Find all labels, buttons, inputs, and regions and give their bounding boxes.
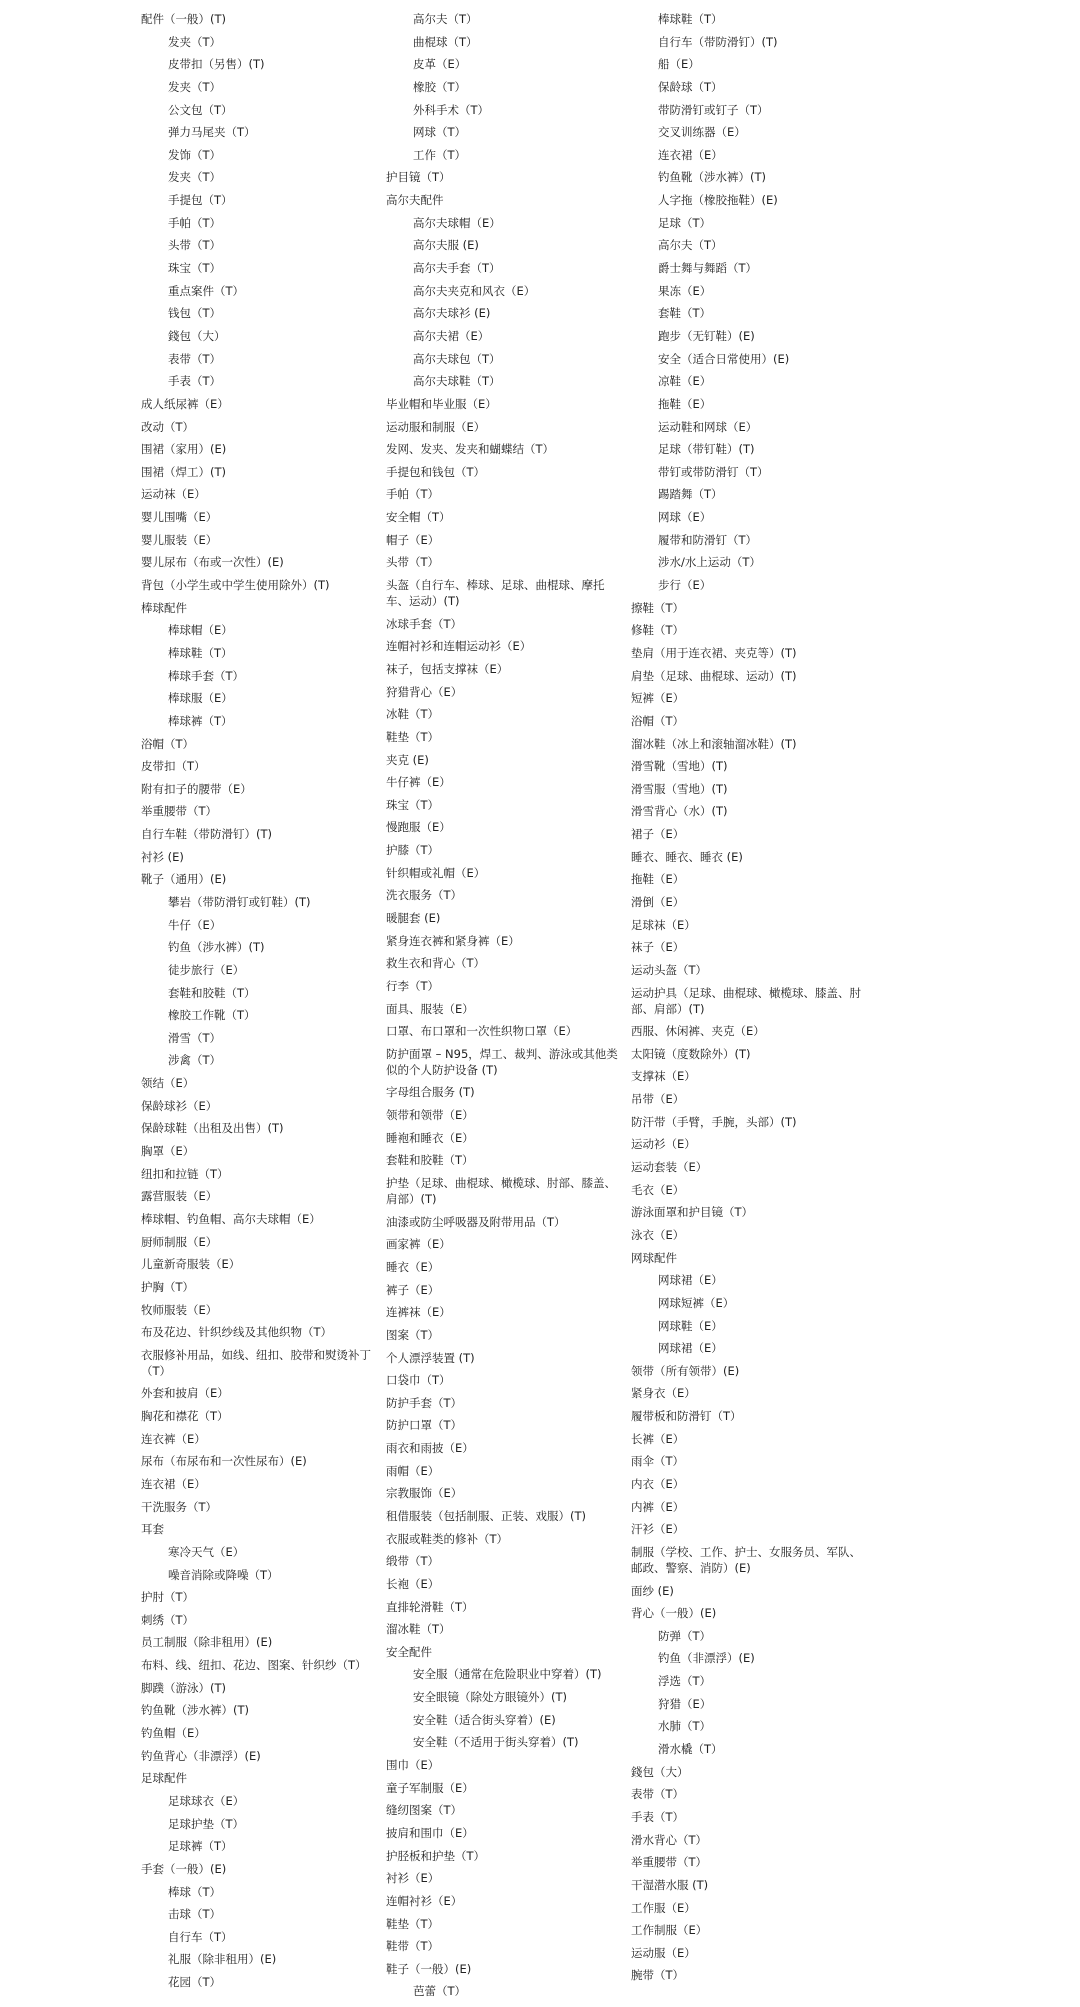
- list-subitem: 弹力马尾夹（T）: [168, 125, 256, 140]
- list-subitem: 高尔夫夹克和风衣（E）: [413, 283, 536, 298]
- list-subitem: 网球（T）: [413, 125, 467, 140]
- list-item: 面纱 (E): [631, 1583, 674, 1598]
- list-item: 连衣裙（E）: [141, 1477, 206, 1491]
- list-item: 举重腰带（T）: [631, 1855, 708, 1870]
- list-item: 披肩和围巾（E）: [386, 1825, 474, 1840]
- list-item: 改动（T）: [141, 419, 195, 434]
- column-3: [631, 11, 863, 1990]
- list-item: 婴儿围嘴（E）: [141, 510, 218, 525]
- list-item: 发网、发夹、发夹和蝴蝶结（T）: [386, 442, 555, 457]
- list-item: 干湿潜水服 (T): [631, 1877, 709, 1892]
- list-item: 护肘（T）: [141, 1590, 195, 1605]
- list-item: 鞋子（一般）(E): [386, 1961, 472, 1976]
- list-item: 套鞋和胶鞋（T）: [386, 1153, 474, 1168]
- list-subitem: 拖鞋（E）: [658, 396, 712, 411]
- list-subitem: 发夹（T）: [168, 170, 222, 185]
- list-item: 手提包和钱包（T）: [386, 464, 486, 479]
- list-item: 缎带（T）: [386, 1554, 440, 1569]
- list-item: 成人纸尿裤（E）: [141, 396, 229, 411]
- list-item: 员工制服（除非租用）(E): [141, 1635, 273, 1650]
- list-item: 衣服修补用品，如线、纽扣、胶带和熨烫补丁（T）: [141, 1347, 371, 1378]
- list-item: 运动衫（E）: [631, 1137, 696, 1152]
- list-item: 面具、服装（E）: [386, 1001, 474, 1016]
- list-subitem: 网球裙（E）: [658, 1341, 723, 1356]
- list-item: 背包（小学生或中学生使用除外）(T): [141, 578, 330, 593]
- list-item: 钓鱼帽（E）: [141, 1726, 206, 1741]
- list-item: 雨伞（T）: [631, 1454, 685, 1469]
- list-subitem: 足球护垫（T）: [168, 1816, 245, 1831]
- list-subitem: 击球（T）: [168, 1907, 222, 1922]
- list-item: 胸罩（E）: [141, 1144, 195, 1159]
- list-item: 背心（一般）(E): [631, 1606, 717, 1621]
- list-item: 领带（所有领带）(E): [631, 1363, 740, 1378]
- list-item: 珠宝（T）: [386, 797, 440, 812]
- list-item: 浴帽（T）: [141, 736, 195, 751]
- list-subitem: 发饰（T）: [168, 147, 222, 162]
- list-item: 护目镜（T）: [386, 170, 451, 185]
- list-item: 紧身连衣裤和紧身裤（E）: [386, 933, 520, 948]
- list-item: 自行车鞋（带防滑钉）(T): [141, 827, 272, 842]
- list-item: 冰球手套（T）: [386, 616, 463, 631]
- list-item: 毕业帽和毕业服（E）: [386, 396, 497, 411]
- list-subitem: 滑雪（T）: [168, 1030, 222, 1045]
- list-item: 衬衫 (E): [141, 849, 184, 864]
- list-subitem: 牛仔（E）: [168, 917, 222, 932]
- list-item: 外套和披肩（E）: [141, 1386, 229, 1401]
- list-item: 安全配件: [386, 1644, 432, 1659]
- list-item: 个人漂浮装置 (T): [386, 1350, 475, 1365]
- list-item: 围巾（E）: [386, 1758, 440, 1773]
- list-subitem: 网球（E）: [658, 510, 712, 525]
- list-subitem: 钓鱼靴（涉水裤）(T): [658, 170, 766, 185]
- list-item: 头带（T）: [386, 555, 440, 570]
- list-item: 袜子，包括支撑袜（E）: [386, 661, 509, 676]
- list-subitem: 工作（T）: [413, 147, 467, 162]
- list-subitem: 棒球（T）: [168, 1884, 222, 1899]
- list-item: 连帽衬衫（E）: [386, 1893, 463, 1908]
- list-item: 皮带扣（T）: [141, 759, 206, 774]
- list-item: 西服、休闲裤、夹克（E）: [631, 1024, 765, 1039]
- list-subitem: 安全鞋（适合街头穿着）(E): [413, 1712, 556, 1727]
- list-subitem: 带钉或带防滑钉（T）: [658, 464, 769, 479]
- list-subitem: 头带（T）: [168, 238, 222, 253]
- list-subitem: 自行车（T）: [168, 1929, 233, 1944]
- list-item: 围裙（焊工）(T): [141, 464, 226, 479]
- list-subitem: 保龄球（T）: [658, 79, 723, 94]
- list-item: 睡衣（E）: [386, 1259, 440, 1274]
- list-item: 连帽衬衫和连帽运动衫（E）: [386, 639, 532, 654]
- list-subitem: 船（E）: [658, 57, 700, 72]
- list-item: 尿布（布尿布和一次性尿布）(E): [141, 1454, 307, 1469]
- list-item: 救生衣和背心（T）: [386, 956, 486, 971]
- list-subitem: 网球短裤（E）: [658, 1295, 735, 1310]
- list-subitem: 棒球手套（T）: [168, 668, 245, 683]
- list-subitem: 钓鱼（涉水裤）(T): [168, 940, 265, 955]
- list-item: 钓鱼背心（非漂浮）(E): [141, 1748, 261, 1763]
- list-subitem: 花园（T）: [168, 1975, 222, 1990]
- list-subitem: 攀岩（带防滑钉或钉鞋）(T): [168, 894, 311, 909]
- list-item: 长裤（E）: [631, 1431, 685, 1446]
- list-item: 滑倒（E）: [631, 894, 685, 909]
- list-subitem: 人字拖（橡胶拖鞋）(E): [658, 193, 778, 208]
- list-item: 运动护具（足球、曲棍球、橄榄球、膝盖、肘部、肩部）(T): [631, 985, 861, 1016]
- list-subitem: 橡胶工作靴（T）: [168, 1008, 256, 1023]
- list-subitem: 高尔夫（T）: [658, 238, 723, 253]
- list-subitem: 寒冷天气（E）: [168, 1544, 245, 1559]
- list-item: 滑雪背心（水）(T): [631, 804, 728, 819]
- list-item: 棒球配件: [141, 600, 187, 615]
- list-subitem: 涉水/水上运动（T）: [658, 555, 761, 570]
- list-item: 儿童新奇服装（E）: [141, 1257, 241, 1272]
- list-item: 工作制服（E）: [631, 1923, 708, 1938]
- list-item: 靴子（通用）(E): [141, 872, 227, 887]
- list-subitem: 外科手术（T）: [413, 102, 490, 117]
- list-item: 长袍（E）: [386, 1576, 440, 1591]
- list-item: 衣服或鞋类的修补（T）: [386, 1531, 509, 1546]
- list-item: 头盔（自行车、棒球、足球、曲棍球、摩托车、运动）(T): [386, 578, 605, 609]
- list-item: 口袋巾（T）: [386, 1373, 451, 1388]
- list-item: 脚蹼（游泳）(T): [141, 1680, 226, 1695]
- list-item: 画家裤（E）: [386, 1237, 451, 1252]
- list-subitem: 安全（适合日常使用）(E): [658, 351, 790, 366]
- list-item: 鞋垫（T）: [386, 1916, 440, 1931]
- list-item: 修鞋（T）: [631, 623, 685, 638]
- list-item: 保龄球衫（E）: [141, 1098, 218, 1113]
- list-subitem: 曲棍球（T）: [413, 34, 478, 49]
- list-subitem: 足球（T）: [658, 215, 712, 230]
- list-item: 鞋带（T）: [386, 1939, 440, 1954]
- list-subitem: 棒球鞋（T）: [658, 12, 723, 26]
- list-subitem: 手帕（T）: [168, 215, 222, 230]
- list-subitem: 高尔夫球帽（E）: [413, 215, 501, 230]
- list-subitem: 钱包（T）: [168, 306, 222, 321]
- list-subitem: 高尔夫（T）: [413, 12, 478, 26]
- list-item: 溜冰鞋（T）: [386, 1622, 451, 1637]
- list-item: 运动服（E）: [631, 1945, 696, 1960]
- list-subitem: 水肺（T）: [658, 1719, 712, 1734]
- list-subitem: 套鞋（T）: [658, 306, 712, 321]
- list-item: 护胸（T）: [141, 1279, 195, 1294]
- list-subitem: 网球鞋（E）: [658, 1318, 723, 1333]
- list-item: 溜冰鞋（冰上和滚轴溜冰鞋）(T): [631, 736, 797, 751]
- list-item: 表带（T）: [631, 1787, 685, 1802]
- list-item: 连衣裤（E）: [141, 1431, 206, 1446]
- list-item: 慢跑服（E）: [386, 820, 451, 835]
- list-subitem: 高尔夫裙（E）: [413, 328, 490, 343]
- list-item: 防汗带（手臂，手腕，头部）(T): [631, 1114, 797, 1129]
- list-subitem: 礼服（除非租用）(E): [168, 1952, 277, 1967]
- list-item: 洗衣服务（T）: [386, 888, 463, 903]
- list-item: 字母组合服务 (T): [386, 1085, 475, 1100]
- list-item: 安全帽（T）: [386, 510, 451, 525]
- list-item: 夹克 (E): [386, 752, 429, 767]
- list-item: 宗教服饰（E）: [386, 1486, 463, 1501]
- list-subitem: 手表（T）: [168, 374, 222, 389]
- list-item: 泳衣（E）: [631, 1227, 685, 1242]
- list-item: 吊带（E）: [631, 1092, 685, 1107]
- list-item: 领带和领带（E）: [386, 1108, 474, 1123]
- list-item: 汗衫（E）: [631, 1522, 685, 1537]
- list-subitem: 套鞋和胶鞋（T）: [168, 985, 256, 1000]
- list-subitem: 狩猎（E）: [658, 1696, 712, 1711]
- list-subitem: 踢踏舞（T）: [658, 487, 723, 502]
- list-item: 童子军制服（E）: [386, 1780, 474, 1795]
- list-item: 运动头盔（T）: [631, 962, 708, 977]
- list-subitem: 足球（带钉鞋）(T): [658, 442, 755, 457]
- list-subitem: 交叉训练器（E）: [658, 125, 746, 140]
- list-item: 行李（T）: [386, 978, 440, 993]
- list-subitem: 噪音消除或降噪（T）: [168, 1567, 279, 1582]
- list-item: 暖腿套 (E): [386, 910, 441, 925]
- list-item: 钓鱼靴（涉水裤）(T): [141, 1703, 249, 1718]
- list-item: 袜子（E）: [631, 940, 685, 955]
- list-subitem: 发夹（T）: [168, 79, 222, 94]
- list-subitem: 高尔夫手套（T）: [413, 261, 501, 276]
- list-item: 运动套装（E）: [631, 1160, 708, 1175]
- list-item: 护胫板和护垫（T）: [386, 1848, 486, 1863]
- list-item: 布料、线、纽扣、花边、图案、针织纱（T）: [141, 1658, 367, 1673]
- list-item: 油漆或防尘呼吸器及附带用品（T）: [386, 1214, 566, 1229]
- list-item: 衬衫（E）: [386, 1871, 440, 1886]
- list-item: 露营服装（E）: [141, 1189, 218, 1204]
- list-item: 牛仔裤（E）: [386, 775, 451, 790]
- list-subitem: 皮革（E）: [413, 57, 467, 72]
- list-subitem: 芭蕾（T）: [413, 1984, 467, 1999]
- list-subitem: 徒步旅行（E）: [168, 962, 245, 977]
- list-subitem: 发夹（T）: [168, 34, 222, 49]
- list-subitem: 安全鞋（不适用于街头穿着）(T): [413, 1735, 579, 1750]
- list-item: 裤子（E）: [386, 1282, 440, 1297]
- list-item: 睡衣、睡衣、睡衣 (E): [631, 849, 743, 864]
- list-item: 厨师制服（E）: [141, 1234, 218, 1249]
- list-item: 睡袍和睡衣（E）: [386, 1130, 474, 1145]
- list-item: 棒球帽、钓鱼帽、高尔夫球帽（E）: [141, 1211, 321, 1226]
- list-item: 拖鞋（E）: [631, 872, 685, 887]
- list-item: 网球配件: [631, 1250, 677, 1265]
- list-item: 游泳面罩和护目镜（T）: [631, 1205, 754, 1220]
- list-item: 针织帽或礼帽（E）: [386, 865, 486, 880]
- list-subitem: 连衣裙（E）: [658, 147, 723, 162]
- list-item: 防护面罩 – N95，焊工、裁判、游泳或其他类似的个人防护设备 (T): [386, 1046, 618, 1077]
- column-2: [386, 11, 618, 2006]
- list-subitem: 棒球鞋（T）: [168, 645, 233, 660]
- list-item: 耳套: [141, 1522, 164, 1537]
- list-item: 干洗服务（T）: [141, 1499, 218, 1514]
- list-item: 手套（一般）(E): [141, 1861, 227, 1876]
- list-item: 内裤（E）: [631, 1499, 685, 1514]
- list-subitem: 果冻（E）: [658, 283, 712, 298]
- list-subitem: 棒球裤（T）: [168, 713, 233, 728]
- list-item: 胸花和襟花（T）: [141, 1409, 229, 1424]
- list-item: 垫肩（用于连衣裙、夹克等）(T): [631, 645, 797, 660]
- list-subitem: 高尔夫球包（T）: [413, 351, 501, 366]
- list-subitem: 跑步（无钉鞋）(E): [658, 328, 755, 343]
- list-item: 足球袜（E）: [631, 917, 696, 932]
- list-subitem: 高尔夫球鞋（T）: [413, 374, 501, 389]
- list-subitem: 足球裤（T）: [168, 1839, 233, 1854]
- list-item: 连裤袜（E）: [386, 1305, 451, 1320]
- list-item: 保龄球鞋（出租及出售）(T): [141, 1121, 284, 1136]
- list-subitem: 涉禽（T）: [168, 1053, 222, 1068]
- list-item: 浴帽（T）: [631, 713, 685, 728]
- list-item: 雨衣和雨披（E）: [386, 1441, 474, 1456]
- list-subitem: 棒球帽（E）: [168, 623, 233, 638]
- list-item: 直排轮滑鞋（T）: [386, 1599, 474, 1614]
- list-item: 滑水背心（T）: [631, 1832, 708, 1847]
- list-item: 滑雪服（雪地）(T): [631, 781, 728, 796]
- list-item: 刺绣（T）: [141, 1612, 195, 1627]
- list-item: 护垫（足球、曲棍球、橄榄球、肘部、膝盖、肩部）(T): [386, 1176, 616, 1207]
- list-subitem: 棒球服（E）: [168, 691, 233, 706]
- list-item: 擦鞋（T）: [631, 600, 685, 615]
- list-subitem: 橡胶（T）: [413, 79, 467, 94]
- list-subitem: 运动鞋和网球（E）: [658, 419, 758, 434]
- list-item: 冰鞋（T）: [386, 707, 440, 722]
- list-item: 手表（T）: [631, 1809, 685, 1824]
- list-subitem: 浮选（T）: [658, 1674, 712, 1689]
- list-item: 裙子（E）: [631, 827, 685, 842]
- list-item: 图案（T）: [386, 1327, 440, 1342]
- list-item: 防护口罩（T）: [386, 1418, 463, 1433]
- list-item: 高尔夫配件: [386, 193, 444, 208]
- list-item: 配件（一般）(T): [141, 12, 226, 26]
- list-item: 缝纫图案（T）: [386, 1803, 463, 1818]
- list-subitem: 錢包（大）: [168, 328, 226, 343]
- list-item: 履带板和防滑钉（T）: [631, 1409, 742, 1424]
- list-item: 毛衣（E）: [631, 1182, 685, 1197]
- list-item: 雨帽（E）: [386, 1463, 440, 1478]
- list-subitem: 公文包（T）: [168, 102, 233, 117]
- list-item: 纽扣和拉链（T）: [141, 1166, 229, 1181]
- list-subitem: 步行（E）: [658, 578, 712, 593]
- list-subitem: 网球裙（E）: [658, 1273, 723, 1288]
- list-item: 围裙（家用）(E): [141, 442, 227, 457]
- list-subitem: 皮带扣（另售）(T): [168, 57, 265, 72]
- list-subitem: 自行车（带防滑钉）(T): [658, 34, 778, 49]
- list-subitem: 安全服（通常在危险职业中穿着）(T): [413, 1667, 602, 1682]
- list-item: 制服（学校、工作、护士、女服务员、军队、邮政、警察、消防）(E): [631, 1544, 861, 1575]
- list-item: 防护手套（T）: [386, 1395, 463, 1410]
- list-item: 工作服（E）: [631, 1900, 696, 1915]
- list-subitem: 表带（T）: [168, 351, 222, 366]
- list-item: 运动服和制服（E）: [386, 419, 486, 434]
- list-subitem: 足球球衣（E）: [168, 1793, 245, 1808]
- list-item: 支撑袜（E）: [631, 1069, 696, 1084]
- list-item: 肩垫（足球、曲棍球、运动）(T): [631, 668, 797, 683]
- list-subitem: 履带和防滑钉（T）: [658, 532, 758, 547]
- list-item: 运动袜（E）: [141, 487, 206, 502]
- list-item: 护膝（T）: [386, 843, 440, 858]
- list-item: 紧身衣（E）: [631, 1386, 696, 1401]
- list-item: 足球配件: [141, 1771, 187, 1786]
- list-subitem: 防弹（T）: [658, 1628, 712, 1643]
- list-subitem: 钓鱼（非漂浮）(E): [658, 1651, 755, 1666]
- list-subitem: 重点案件（T）: [168, 283, 245, 298]
- list-item: 太阳镜（度数除外）(T): [631, 1046, 751, 1061]
- list-item: 狩猎背心（E）: [386, 684, 463, 699]
- list-item: 手帕（T）: [386, 487, 440, 502]
- list-subitem: 凉鞋（E）: [658, 374, 712, 389]
- list-subitem: 高尔夫球衫 (E): [413, 306, 491, 321]
- list-item: 布及花边、针织纱线及其他织物（T）: [141, 1325, 333, 1340]
- list-item: 附有扣子的腰带（E）: [141, 781, 252, 796]
- list-item: 举重腰带（T）: [141, 804, 218, 819]
- list-item: 滑雪靴（雪地）(T): [631, 759, 728, 774]
- list-subitem: 滑水橇（T）: [658, 1742, 723, 1757]
- list-subitem: 爵士舞与舞蹈（T）: [658, 261, 758, 276]
- column-1: [141, 11, 373, 1997]
- list-item: 鞋垫（T）: [386, 729, 440, 744]
- list-item: 内衣（E）: [631, 1477, 685, 1491]
- list-item: 短裤（E）: [631, 691, 685, 706]
- list-item: 婴儿尿布（布或一次性）(E): [141, 555, 284, 570]
- list-subitem: 带防滑钉或钉子（T）: [658, 102, 769, 117]
- list-subitem: 珠宝（T）: [168, 261, 222, 276]
- list-item: 牧师服装（E）: [141, 1302, 218, 1317]
- list-item: 口罩、布口罩和一次性织物口罩（E）: [386, 1024, 578, 1039]
- list-item: 腕带（T）: [631, 1968, 685, 1983]
- list-subitem: 安全眼镜（除处方眼镜外）(T): [413, 1690, 567, 1705]
- list-item: 租借服装（包括制服、正装、戏服）(T): [386, 1509, 586, 1523]
- list-item: 帽子（E）: [386, 532, 440, 547]
- list-item: 錢包（大）: [631, 1764, 689, 1779]
- list-subitem: 手提包（T）: [168, 193, 233, 208]
- list-subitem: 高尔夫服 (E): [413, 238, 479, 253]
- list-item: 婴儿服装（E）: [141, 532, 218, 547]
- list-item: 领结（E）: [141, 1076, 195, 1091]
